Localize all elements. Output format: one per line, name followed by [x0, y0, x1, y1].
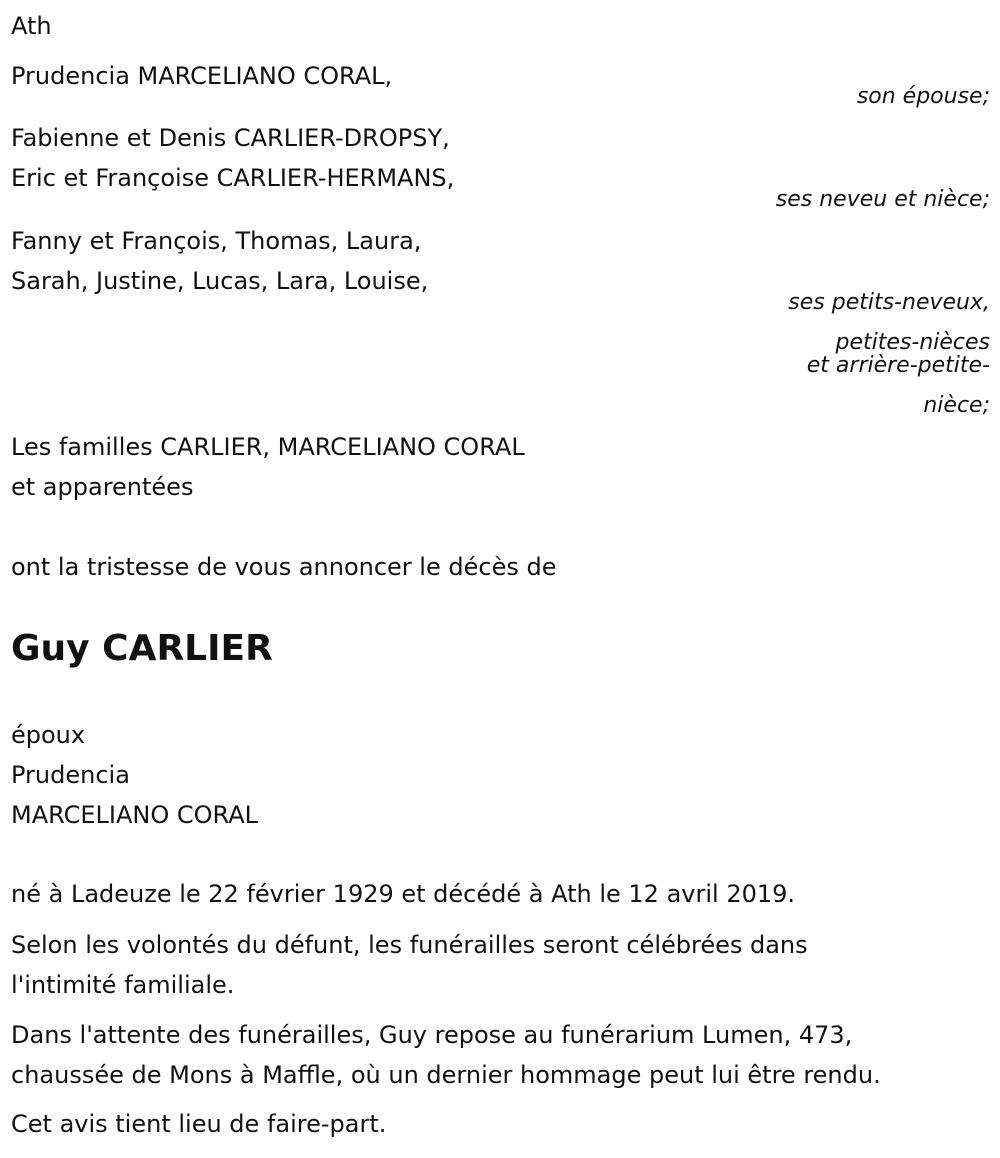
family-line: Fanny et François, Thomas, Laura,: [11, 227, 422, 255]
family-line: et apparentées: [11, 473, 194, 501]
rest-text: chaussée de Mons à Maffle, où un dernier hommage peut lui être rendu.: [11, 1061, 881, 1089]
deceased-name: Guy CARLIER: [11, 628, 273, 669]
closing-text: Cet avis tient lieu de faire-part.: [11, 1110, 387, 1138]
rest-text: Dans l'attente des funérailles, Guy repose au funérarium Lumen, 473,: [11, 1021, 853, 1049]
relation-label: ses neveu et nièce;: [775, 187, 990, 212]
relation-label: nièce;: [923, 393, 990, 418]
birth-death-text: né à Ladeuze le 22 février 1929 et décédé à Ath le 12 avril 2019.: [11, 880, 796, 908]
family-line: Les familles CARLIER, MARCELIANO CORAL: [11, 433, 525, 461]
relation-label: petites-nièces: [835, 330, 990, 355]
relation-label: et arrière-petite-: [806, 353, 990, 378]
funeral-text: Selon les volontés du défunt, les funérailles seront célébrées dans: [11, 931, 808, 959]
family-line: Fabienne et Denis CARLIER-DROPSY,: [11, 124, 450, 152]
spouse-line: époux: [11, 721, 86, 749]
announcement: ont la tristesse de vous annoncer le décès de: [11, 553, 557, 581]
city: Ath: [11, 12, 52, 40]
relation-label: ses petits-neveux,: [788, 290, 990, 315]
relation-label: son épouse;: [856, 84, 990, 109]
family-line: Sarah, Justine, Lucas, Lara, Louise,: [11, 267, 429, 295]
funeral-text: l'intimité familiale.: [11, 971, 235, 999]
family-line: Eric et Françoise CARLIER-HERMANS,: [11, 164, 455, 192]
family-line: Prudencia MARCELIANO CORAL,: [11, 62, 393, 90]
spouse-line: Prudencia: [11, 761, 130, 789]
spouse-line: MARCELIANO CORAL: [11, 801, 259, 829]
